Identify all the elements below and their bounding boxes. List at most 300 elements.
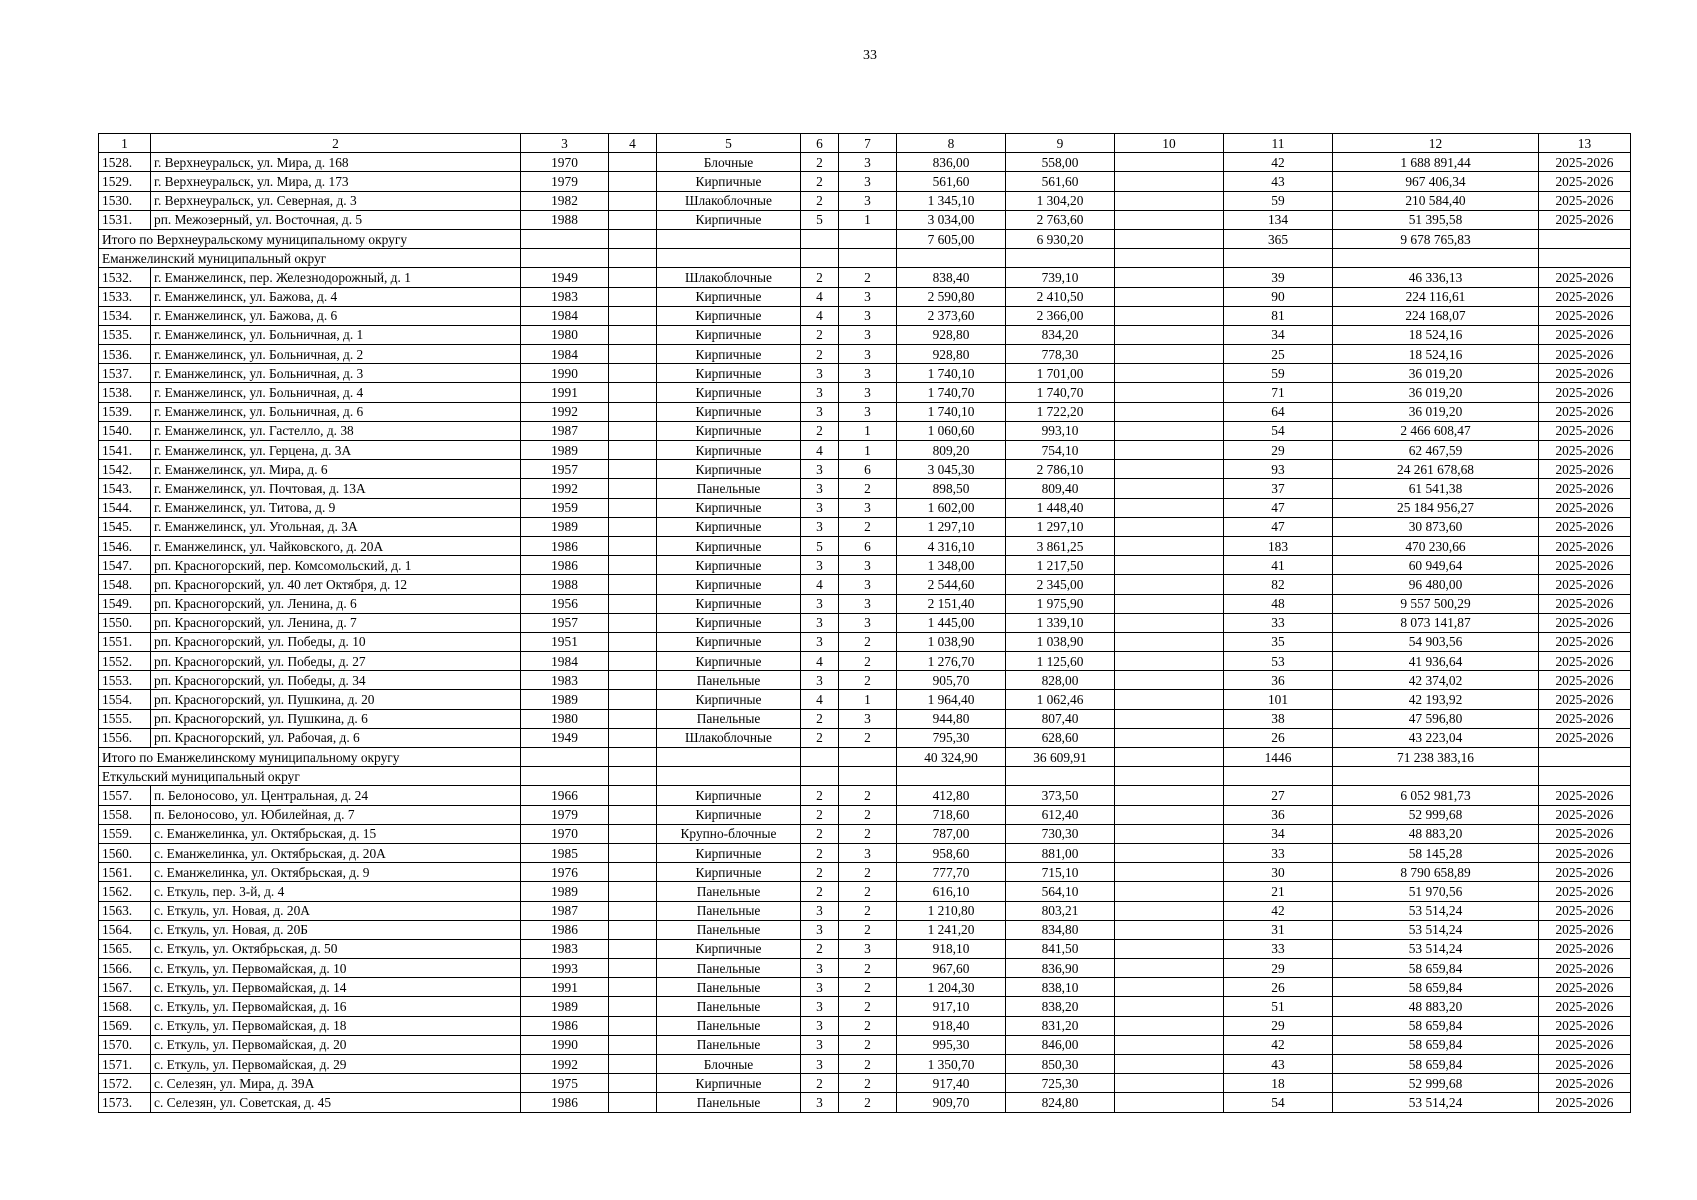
entrances-cell: 2 [839, 997, 897, 1016]
floors-cell: 3 [801, 556, 839, 575]
row-number: 1537. [99, 364, 151, 383]
floors-cell: 2 [801, 268, 839, 287]
cost-cell: 24 261 678,68 [1333, 460, 1539, 479]
empty-cell [657, 748, 801, 767]
entrances-cell: 1 [839, 441, 897, 460]
wall-material-cell: Крупно-блочные [657, 824, 801, 843]
table-row [99, 268, 1631, 287]
column-4-cell [609, 402, 657, 421]
floors-cell: 2 [801, 421, 839, 440]
total-area-cell: 1 445,00 [897, 613, 1006, 632]
column-number: 1 [99, 134, 151, 153]
column-4-cell [609, 1093, 657, 1112]
cost-cell: 42 374,02 [1333, 671, 1539, 690]
year-cell: 1987 [521, 901, 609, 920]
wall-material-cell: Кирпичные [657, 863, 801, 882]
residents-cell: 18 [1224, 1074, 1333, 1093]
address-cell: п. Белоносово, ул. Юбилейная, д. 7 [151, 805, 521, 824]
address-cell: г. Еманжелинск, ул. Мира, д. 6 [151, 460, 521, 479]
total-area-cell: 561,60 [897, 172, 1006, 191]
column-4-cell [609, 517, 657, 536]
column-10-cell [1115, 479, 1224, 498]
column-10-cell [1115, 575, 1224, 594]
period-cell: 2025-2026 [1539, 728, 1631, 747]
column-number: 11 [1224, 134, 1333, 153]
floors-cell: 3 [801, 671, 839, 690]
column-number: 5 [657, 134, 801, 153]
year-cell: 1991 [521, 383, 609, 402]
page-number: 33 [863, 48, 877, 63]
living-area-cell: 836,90 [1006, 959, 1115, 978]
residents-cell: 43 [1224, 1055, 1333, 1074]
column-10-cell [1115, 863, 1224, 882]
column-number: 13 [1539, 134, 1631, 153]
column-4-cell [609, 901, 657, 920]
column-4-cell [609, 556, 657, 575]
wall-material-cell: Кирпичные [657, 843, 801, 862]
living-area-cell: 846,00 [1006, 1035, 1115, 1054]
floors-cell: 5 [801, 536, 839, 555]
table-row [99, 364, 1631, 383]
column-4-cell [609, 383, 657, 402]
column-number: 10 [1115, 134, 1224, 153]
column-4-cell [609, 959, 657, 978]
total-area-cell: 918,10 [897, 939, 1006, 958]
living-area-cell: 2 410,50 [1006, 287, 1115, 306]
period-cell: 2025-2026 [1539, 805, 1631, 824]
year-cell: 1989 [521, 997, 609, 1016]
total-area-cell: 4 316,10 [897, 536, 1006, 555]
floors-cell: 3 [801, 613, 839, 632]
row-number: 1535. [99, 325, 151, 344]
table-row [99, 153, 1631, 172]
floors-cell: 3 [801, 632, 839, 651]
cost-cell: 58 659,84 [1333, 1055, 1539, 1074]
table-row [99, 728, 1631, 747]
entrances-cell: 2 [839, 1074, 897, 1093]
period-cell: 2025-2026 [1539, 786, 1631, 805]
column-10-cell [1115, 364, 1224, 383]
residents-cell: 36 [1224, 805, 1333, 824]
period-cell: 2025-2026 [1539, 364, 1631, 383]
year-cell: 1980 [521, 325, 609, 344]
empty-cell [521, 748, 609, 767]
year-cell: 1990 [521, 364, 609, 383]
total-area-cell: 1 602,00 [897, 498, 1006, 517]
cost-cell: 1 688 891,44 [1333, 153, 1539, 172]
wall-material-cell: Шлакоблочные [657, 268, 801, 287]
total-area-cell: 1 740,10 [897, 402, 1006, 421]
column-10-cell [1115, 690, 1224, 709]
floors-cell: 5 [801, 210, 839, 229]
table-row [99, 517, 1631, 536]
floors-cell: 4 [801, 652, 839, 671]
year-cell: 1988 [521, 575, 609, 594]
section-label: Еткульский муниципальный округ [99, 767, 521, 786]
subtotal-label: Итого по Верхнеуральскому муниципальному округу [99, 229, 521, 248]
floors-cell: 2 [801, 882, 839, 901]
floors-cell: 2 [801, 345, 839, 364]
year-cell: 1966 [521, 786, 609, 805]
wall-material-cell: Шлакоблочные [657, 728, 801, 747]
floors-cell: 2 [801, 824, 839, 843]
year-cell: 1985 [521, 843, 609, 862]
empty-cell [1115, 767, 1224, 786]
living-area-cell: 612,40 [1006, 805, 1115, 824]
total-area-cell: 909,70 [897, 1093, 1006, 1112]
total-area-cell: 412,80 [897, 786, 1006, 805]
table-row [99, 709, 1631, 728]
period-cell: 2025-2026 [1539, 306, 1631, 325]
living-area-cell: 838,20 [1006, 997, 1115, 1016]
row-number: 1572. [99, 1074, 151, 1093]
year-cell: 1975 [521, 1074, 609, 1093]
wall-material-cell: Кирпичные [657, 517, 801, 536]
living-area-cell: 1 304,20 [1006, 191, 1115, 210]
year-cell: 1983 [521, 939, 609, 958]
column-4-cell [609, 709, 657, 728]
empty-cell [521, 767, 609, 786]
total-area-cell: 795,30 [897, 728, 1006, 747]
cost-cell: 48 883,20 [1333, 824, 1539, 843]
row-number: 1561. [99, 863, 151, 882]
residents-cell: 47 [1224, 498, 1333, 517]
subtotal-area: 40 324,90 [897, 748, 1006, 767]
cost-cell: 53 514,24 [1333, 901, 1539, 920]
address-cell: рп. Красногорский, ул. Победы, д. 34 [151, 671, 521, 690]
table-row [99, 843, 1631, 862]
total-area-cell: 928,80 [897, 345, 1006, 364]
row-number: 1568. [99, 997, 151, 1016]
row-number: 1541. [99, 441, 151, 460]
wall-material-cell: Кирпичные [657, 690, 801, 709]
column-4-cell [609, 1074, 657, 1093]
wall-material-cell: Кирпичные [657, 536, 801, 555]
column-10-cell [1115, 517, 1224, 536]
period-cell: 2025-2026 [1539, 1055, 1631, 1074]
period-cell: 2025-2026 [1539, 997, 1631, 1016]
total-area-cell: 1 345,10 [897, 191, 1006, 210]
empty-cell [1115, 229, 1224, 248]
entrances-cell: 3 [839, 402, 897, 421]
row-number: 1573. [99, 1093, 151, 1112]
subtotal-row [99, 748, 1631, 767]
wall-material-cell: Панельные [657, 709, 801, 728]
column-4-cell [609, 210, 657, 229]
residents-cell: 54 [1224, 1093, 1333, 1112]
row-number: 1567. [99, 978, 151, 997]
row-number: 1549. [99, 594, 151, 613]
cost-cell: 58 659,84 [1333, 1035, 1539, 1054]
address-cell: с. Еманжелинка, ул. Октябрьская, д. 9 [151, 863, 521, 882]
period-cell: 2025-2026 [1539, 172, 1631, 191]
column-10-cell [1115, 920, 1224, 939]
living-area-cell: 1 217,50 [1006, 556, 1115, 575]
column-4-cell [609, 172, 657, 191]
year-cell: 1993 [521, 959, 609, 978]
address-cell: г. Верхнеуральск, ул. Мира, д. 173 [151, 172, 521, 191]
table-row [99, 172, 1631, 191]
column-4-cell [609, 824, 657, 843]
cost-cell: 18 524,16 [1333, 345, 1539, 364]
living-area-cell: 739,10 [1006, 268, 1115, 287]
living-area-cell: 1 339,10 [1006, 613, 1115, 632]
cost-cell: 30 873,60 [1333, 517, 1539, 536]
column-10-cell [1115, 191, 1224, 210]
entrances-cell: 2 [839, 479, 897, 498]
floors-cell: 2 [801, 805, 839, 824]
entrances-cell: 2 [839, 1016, 897, 1035]
column-number: 9 [1006, 134, 1115, 153]
year-cell: 1986 [521, 920, 609, 939]
wall-material-cell: Кирпичные [657, 325, 801, 344]
empty-cell [657, 249, 801, 268]
address-cell: с. Еманжелинка, ул. Октябрьская, д. 15 [151, 824, 521, 843]
address-cell: с. Еманжелинка, ул. Октябрьская, д. 20А [151, 843, 521, 862]
residents-cell: 59 [1224, 364, 1333, 383]
wall-material-cell: Кирпичные [657, 306, 801, 325]
floors-cell: 2 [801, 843, 839, 862]
total-area-cell: 1 204,30 [897, 978, 1006, 997]
column-4-cell [609, 268, 657, 287]
entrances-cell: 2 [839, 671, 897, 690]
column-10-cell [1115, 306, 1224, 325]
entrances-cell: 2 [839, 268, 897, 287]
year-cell: 1956 [521, 594, 609, 613]
address-cell: с. Еткуль, ул. Первомайская, д. 14 [151, 978, 521, 997]
total-area-cell: 1 350,70 [897, 1055, 1006, 1074]
subtotal-row [99, 229, 1631, 248]
residents-cell: 53 [1224, 652, 1333, 671]
column-4-cell [609, 690, 657, 709]
entrances-cell: 2 [839, 517, 897, 536]
period-cell: 2025-2026 [1539, 1016, 1631, 1035]
wall-material-cell: Кирпичные [657, 939, 801, 958]
column-number: 12 [1333, 134, 1539, 153]
column-10-cell [1115, 786, 1224, 805]
row-number: 1536. [99, 345, 151, 364]
column-4-cell [609, 345, 657, 364]
column-10-cell [1115, 383, 1224, 402]
entrances-cell: 3 [839, 287, 897, 306]
row-number: 1560. [99, 843, 151, 862]
column-4-cell [609, 632, 657, 651]
living-area-cell: 828,00 [1006, 671, 1115, 690]
total-area-cell: 1 060,60 [897, 421, 1006, 440]
table-row [99, 901, 1631, 920]
floors-cell: 3 [801, 997, 839, 1016]
entrances-cell: 2 [839, 959, 897, 978]
row-number: 1528. [99, 153, 151, 172]
period-cell: 2025-2026 [1539, 498, 1631, 517]
year-cell: 1989 [521, 690, 609, 709]
floors-cell: 2 [801, 191, 839, 210]
wall-material-cell: Кирпичные [657, 805, 801, 824]
column-4-cell [609, 939, 657, 958]
total-area-cell: 918,40 [897, 1016, 1006, 1035]
row-number: 1542. [99, 460, 151, 479]
year-cell: 1989 [521, 441, 609, 460]
living-area-cell: 373,50 [1006, 786, 1115, 805]
row-number: 1530. [99, 191, 151, 210]
period-cell: 2025-2026 [1539, 345, 1631, 364]
floors-cell: 3 [801, 978, 839, 997]
period-cell: 2025-2026 [1539, 843, 1631, 862]
address-cell: г. Еманжелинск, ул. Угольная, д. 3А [151, 517, 521, 536]
entrances-cell: 2 [839, 978, 897, 997]
wall-material-cell: Панельные [657, 671, 801, 690]
wall-material-cell: Панельные [657, 1093, 801, 1112]
residents-cell: 31 [1224, 920, 1333, 939]
residents-cell: 51 [1224, 997, 1333, 1016]
row-number: 1563. [99, 901, 151, 920]
cost-cell: 36 019,20 [1333, 402, 1539, 421]
period-cell: 2025-2026 [1539, 632, 1631, 651]
living-area-cell: 834,20 [1006, 325, 1115, 344]
period-cell: 2025-2026 [1539, 556, 1631, 575]
column-number: 3 [521, 134, 609, 153]
period-cell: 2025-2026 [1539, 959, 1631, 978]
floors-cell: 4 [801, 287, 839, 306]
living-area-cell: 2 763,60 [1006, 210, 1115, 229]
cost-cell: 61 541,38 [1333, 479, 1539, 498]
row-number: 1546. [99, 536, 151, 555]
column-4-cell [609, 805, 657, 824]
column-10-cell [1115, 959, 1224, 978]
floors-cell: 4 [801, 306, 839, 325]
cost-cell: 60 949,64 [1333, 556, 1539, 575]
row-number: 1569. [99, 1016, 151, 1035]
address-cell: с. Еткуль, пер. 3-й, д. 4 [151, 882, 521, 901]
period-cell: 2025-2026 [1539, 863, 1631, 882]
floors-cell: 3 [801, 959, 839, 978]
table-row [99, 1093, 1631, 1112]
table-row [99, 882, 1631, 901]
address-cell: рп. Красногорский, ул. Ленина, д. 6 [151, 594, 521, 613]
empty-cell [897, 767, 1006, 786]
table-row [99, 1016, 1631, 1035]
period-cell: 2025-2026 [1539, 536, 1631, 555]
cost-cell: 18 524,16 [1333, 325, 1539, 344]
floors-cell: 2 [801, 1074, 839, 1093]
floors-cell: 2 [801, 153, 839, 172]
floors-cell: 3 [801, 1093, 839, 1112]
table-row [99, 402, 1631, 421]
residents-cell: 39 [1224, 268, 1333, 287]
empty-cell [1333, 767, 1539, 786]
row-number: 1548. [99, 575, 151, 594]
total-area-cell: 1 740,70 [897, 383, 1006, 402]
row-number: 1550. [99, 613, 151, 632]
wall-material-cell: Панельные [657, 997, 801, 1016]
table-row [99, 421, 1631, 440]
address-cell: с. Селезян, ул. Советская, д. 45 [151, 1093, 521, 1112]
address-cell: г. Еманжелинск, ул. Бажова, д. 6 [151, 306, 521, 325]
total-area-cell: 2 590,80 [897, 287, 1006, 306]
floors-cell: 3 [801, 1035, 839, 1054]
row-number: 1566. [99, 959, 151, 978]
year-cell: 1983 [521, 287, 609, 306]
total-area-cell: 995,30 [897, 1035, 1006, 1054]
year-cell: 1980 [521, 709, 609, 728]
year-cell: 1988 [521, 210, 609, 229]
empty-cell [801, 748, 839, 767]
section-label: Еманжелинский муниципальный округ [99, 249, 521, 268]
living-area-cell: 1 062,46 [1006, 690, 1115, 709]
living-area-cell: 841,50 [1006, 939, 1115, 958]
entrances-cell: 2 [839, 805, 897, 824]
address-cell: г. Верхнеуральск, ул. Мира, д. 168 [151, 153, 521, 172]
living-area-cell: 807,40 [1006, 709, 1115, 728]
total-area-cell: 944,80 [897, 709, 1006, 728]
address-cell: г. Еманжелинск, ул. Почтовая, д. 13А [151, 479, 521, 498]
year-cell: 1986 [521, 556, 609, 575]
period-cell: 2025-2026 [1539, 460, 1631, 479]
floors-cell: 3 [801, 920, 839, 939]
address-cell: рп. Межозерный, ул. Восточная, д. 5 [151, 210, 521, 229]
address-cell: с. Селезян, ул. Мира, д. 39А [151, 1074, 521, 1093]
empty-cell [521, 249, 609, 268]
empty-cell [1006, 767, 1115, 786]
address-cell: рп. Красногорский, ул. Пушкина, д. 6 [151, 709, 521, 728]
column-10-cell [1115, 325, 1224, 344]
residents-cell: 183 [1224, 536, 1333, 555]
residents-cell: 47 [1224, 517, 1333, 536]
address-cell: рп. Красногорский, ул. Рабочая, д. 6 [151, 728, 521, 747]
year-cell: 1976 [521, 863, 609, 882]
column-10-cell [1115, 172, 1224, 191]
residents-cell: 101 [1224, 690, 1333, 709]
living-area-cell: 725,30 [1006, 1074, 1115, 1093]
floors-cell: 2 [801, 786, 839, 805]
wall-material-cell: Кирпичные [657, 594, 801, 613]
living-area-cell: 2 786,10 [1006, 460, 1115, 479]
period-cell: 2025-2026 [1539, 1035, 1631, 1054]
table-row [99, 863, 1631, 882]
column-10-cell [1115, 997, 1224, 1016]
table-body [99, 134, 1631, 1113]
column-10-cell [1115, 498, 1224, 517]
entrances-cell: 2 [839, 1093, 897, 1112]
entrances-cell: 3 [839, 709, 897, 728]
year-cell: 1992 [521, 402, 609, 421]
column-10-cell [1115, 556, 1224, 575]
wall-material-cell: Панельные [657, 901, 801, 920]
wall-material-cell: Кирпичные [657, 421, 801, 440]
period-cell: 2025-2026 [1539, 325, 1631, 344]
row-number: 1534. [99, 306, 151, 325]
wall-material-cell: Блочные [657, 153, 801, 172]
living-area-cell: 809,40 [1006, 479, 1115, 498]
living-area-cell: 730,30 [1006, 824, 1115, 843]
total-area-cell: 958,60 [897, 843, 1006, 862]
entrances-cell: 3 [839, 575, 897, 594]
residents-cell: 93 [1224, 460, 1333, 479]
table-row [99, 671, 1631, 690]
table-row [99, 383, 1631, 402]
empty-cell [609, 767, 657, 786]
entrances-cell: 1 [839, 690, 897, 709]
address-cell: г. Еманжелинск, ул. Титова, д. 9 [151, 498, 521, 517]
year-cell: 1970 [521, 824, 609, 843]
column-10-cell [1115, 153, 1224, 172]
row-number: 1529. [99, 172, 151, 191]
year-cell: 1984 [521, 306, 609, 325]
living-area-cell: 2 345,00 [1006, 575, 1115, 594]
total-area-cell: 1 964,40 [897, 690, 1006, 709]
table-row [99, 210, 1631, 229]
floors-cell: 3 [801, 901, 839, 920]
